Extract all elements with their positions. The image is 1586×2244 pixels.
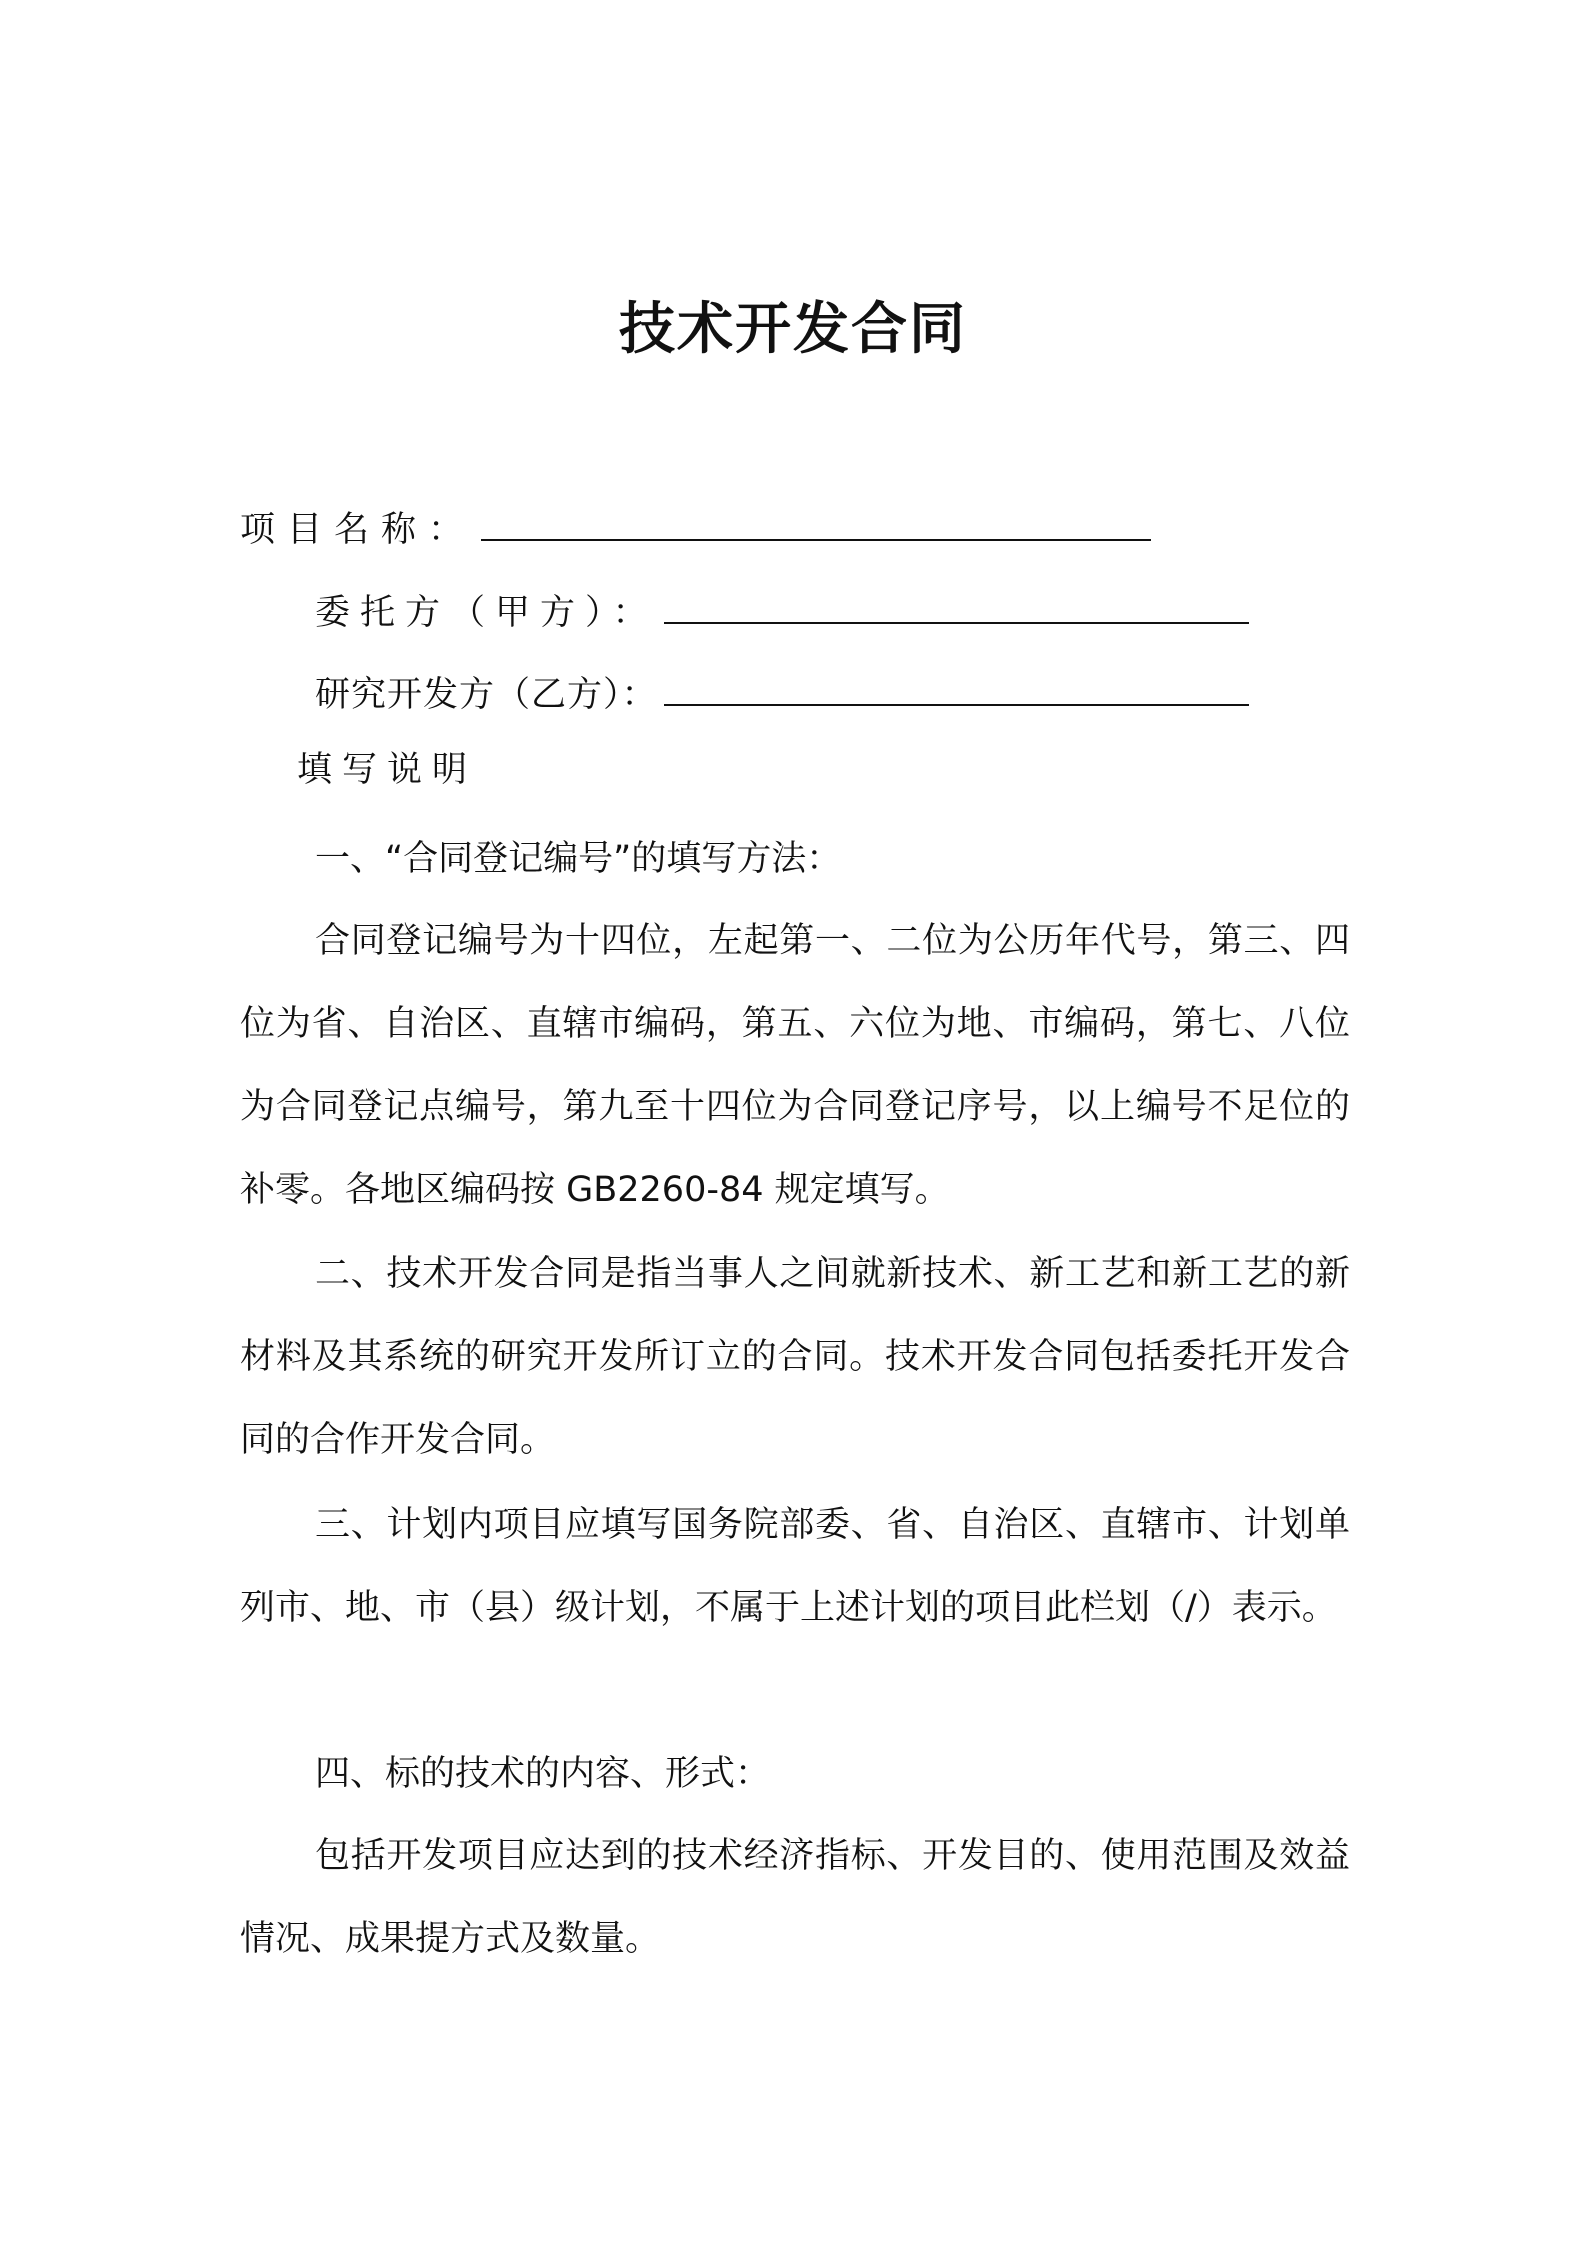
- section-4-body: 包括开发项目应达到的技术经济指标、开发目的、使用范围及效益情况、成果提方式及数量。: [240, 1836, 1350, 1959]
- project-name-blank-line: [481, 539, 1151, 541]
- document-title: 技术开发合同: [619, 297, 967, 362]
- developer-field: [315, 665, 1249, 725]
- developer-blank-line: [664, 704, 1249, 706]
- developer-label: 研究开发方（乙方）：: [315, 675, 658, 715]
- client-label: 委托方（甲方）：: [315, 593, 658, 633]
- client-blank-line: [664, 622, 1249, 624]
- section-1-heading: 一、“合同登记编号”的填写方法：: [315, 839, 842, 879]
- project-name-field: [240, 500, 1151, 560]
- section-3-body: 三、计划内项目应填写国务院部委、省、自治区、直辖市、计划单列市、地、市（县）级计划，不属于上述计划的项目此栏划（/）表示。: [240, 1505, 1350, 1628]
- section-2-body: 二、技术开发合同是指当事人之间就新技术、新工艺和新工艺的新材料及其系统的研究开发所订立的合同。技术开发合同包括委托开发合同的合作开发合同。: [240, 1254, 1350, 1460]
- client-field: [315, 583, 1249, 643]
- instructions-heading: 填写说明: [297, 750, 478, 790]
- project-name-label: 项目名称：: [240, 510, 476, 550]
- section-4-heading: 四、标的技术的内容、形式：: [315, 1754, 771, 1794]
- section-1-body: 合同登记编号为十四位，左起第一、二位为公历年代号，第三、四位为省、自治区、直辖市编码，第五、六位为地、市编码，第七、八位为合同登记点编号，第九至十四位为合同登记序号，以上编号不足位的补零。各地区编码按 GB2260-84 规定填写。: [240, 921, 1350, 1210]
